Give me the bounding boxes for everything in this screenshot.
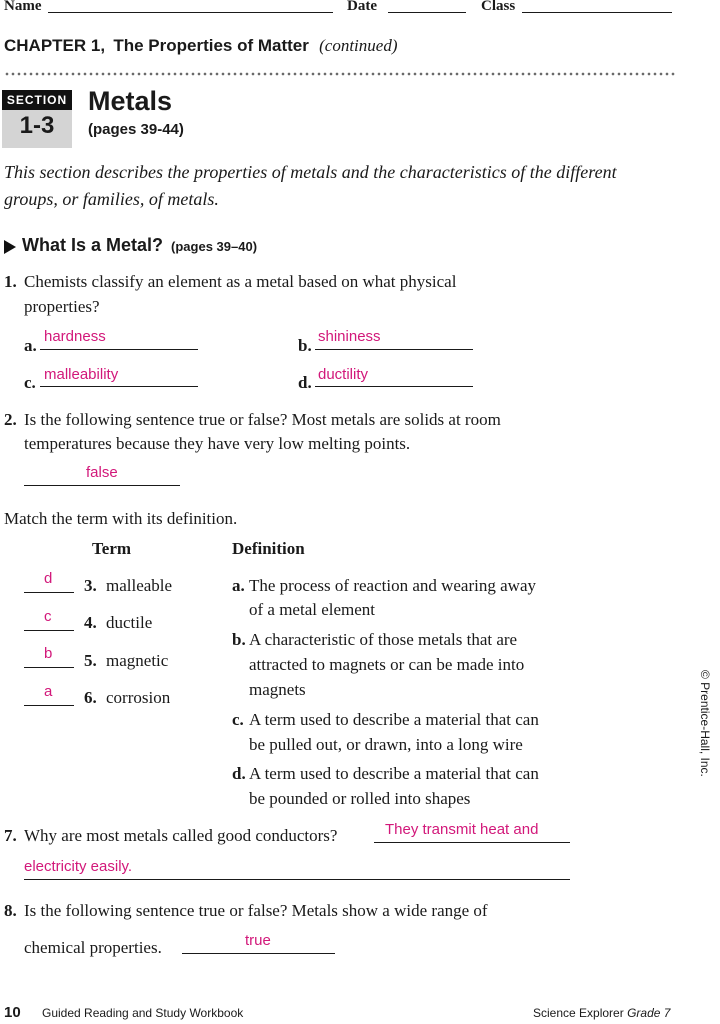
- section-pages: (pages 39-44): [88, 121, 184, 138]
- section-number: 1-3: [19, 112, 55, 139]
- term-answer[interactable]: d: [44, 570, 53, 587]
- chapter-heading: [4, 36, 397, 56]
- term-number: 4.: [84, 613, 97, 632]
- q1-a-answer[interactable]: hardness: [44, 328, 106, 345]
- q1-c-line: [40, 386, 198, 387]
- dotted-divider: [4, 72, 676, 76]
- q2-line-2: temperatures because they have very low melting points.: [24, 434, 411, 453]
- q7-answer-line-1[interactable]: They transmit heat and: [385, 821, 539, 838]
- term-answer[interactable]: a: [44, 683, 53, 700]
- intro-line-1: This section describes the properties of metals and the characteristics of the different: [4, 162, 617, 182]
- q2-answer[interactable]: false: [86, 464, 118, 481]
- definition-line: A term used to describe a material that can: [249, 764, 539, 783]
- q8-number: 8.: [4, 901, 17, 920]
- intro-line-2: groups, or families, of metals.: [4, 189, 219, 209]
- definition-letter: b.: [232, 630, 246, 649]
- term-answer-line: [24, 630, 74, 631]
- term-answer-line: [24, 667, 74, 668]
- section-tab-label: SECTION: [2, 90, 72, 110]
- q1-a-label: a.: [24, 336, 37, 355]
- definition-line: A term used to describe a material that can: [249, 710, 539, 729]
- subhead-pages: (pages 39–40): [171, 239, 258, 254]
- definition-line: of a metal element: [249, 600, 376, 619]
- q1-line-1: Chemists classify an element as a metal based on what physical: [24, 272, 457, 291]
- term-answer-line: [24, 705, 74, 706]
- q1-a-line: [40, 349, 198, 350]
- page-number: 10: [4, 1004, 21, 1021]
- q2-line-1: Is the following sentence true or false? Most metals are solids at room: [24, 410, 501, 429]
- name-label: Name: [4, 0, 42, 14]
- term-header: Term: [92, 539, 132, 558]
- q7-line-1: [374, 842, 570, 843]
- name-line[interactable]: [48, 12, 333, 13]
- term-answer[interactable]: c: [44, 608, 52, 625]
- date-line[interactable]: [388, 12, 466, 13]
- q1-b-label: b.: [298, 336, 312, 355]
- q1-c-label: c.: [24, 373, 36, 392]
- chapter-label: CHAPTER 1,: [4, 36, 106, 55]
- q1-b-answer[interactable]: shininess: [318, 328, 381, 345]
- definition-line: be pounded or rolled into shapes: [249, 789, 471, 808]
- q1-d-answer[interactable]: ductility: [318, 366, 369, 383]
- workbook-title: Guided Reading and Study Workbook: [42, 1006, 244, 1020]
- series-title: [533, 1006, 670, 1020]
- series-name: Science Explorer: [533, 1006, 624, 1020]
- term-number: 6.: [84, 688, 97, 707]
- definition-line: magnets: [249, 680, 306, 699]
- subhead-title: What Is a Metal?: [22, 235, 164, 255]
- term-number: 3.: [84, 576, 97, 595]
- definition-line: attracted to magnets or can be made into: [249, 655, 525, 674]
- q8-line-2: chemical properties.: [24, 938, 162, 957]
- q1-d-label: d.: [298, 373, 312, 392]
- copyright-notice: © Prentice-Hall, Inc.: [698, 670, 712, 777]
- section-badge: [2, 90, 72, 148]
- definition-letter: a.: [232, 576, 245, 595]
- term-answer-line: [24, 592, 74, 593]
- term-text: malleable: [106, 576, 173, 595]
- q7-answer-line-2[interactable]: electricity easily.: [24, 858, 133, 875]
- triangle-bullet-icon: [4, 240, 16, 254]
- definition-header: Definition: [232, 539, 305, 558]
- q1-c-answer[interactable]: malleability: [44, 366, 119, 383]
- q1-line-2: properties?: [24, 297, 100, 316]
- term-number: 5.: [84, 651, 97, 670]
- class-label: Class: [481, 0, 516, 14]
- q1-b-line: [315, 349, 473, 350]
- chapter-continued: (continued): [319, 36, 398, 55]
- subhead: [22, 235, 257, 256]
- q7-question: Why are most metals called good conductors?: [24, 826, 338, 845]
- grade-label: Grade 7: [627, 1006, 671, 1020]
- class-line[interactable]: [522, 12, 672, 13]
- term-answer[interactable]: b: [44, 645, 53, 662]
- term-text: magnetic: [106, 651, 169, 670]
- definition-line: A characteristic of those metals that are: [249, 630, 518, 649]
- q7-line-2: [24, 879, 570, 880]
- q1-number: 1.: [4, 272, 17, 291]
- date-label: Date: [347, 0, 377, 14]
- term-text: corrosion: [106, 688, 171, 707]
- q7-number: 7.: [4, 826, 17, 845]
- definition-line: be pulled out, or drawn, into a long wire: [249, 735, 523, 754]
- term-text: ductile: [106, 613, 153, 632]
- q2-line: [24, 485, 180, 486]
- q1-d-line: [315, 386, 473, 387]
- q8-line-1: Is the following sentence true or false? Metals show a wide range of: [24, 901, 488, 920]
- match-instruction: Match the term with its definition.: [4, 509, 238, 528]
- definition-letter: d.: [232, 764, 246, 783]
- q8-line: [182, 953, 335, 954]
- definition-line: The process of reaction and wearing away: [249, 576, 536, 595]
- q8-answer[interactable]: true: [245, 932, 271, 949]
- chapter-title: The Properties of Matter: [113, 36, 309, 55]
- section-title: Metals: [88, 86, 173, 116]
- definition-letter: c.: [232, 710, 244, 729]
- q2-number: 2.: [4, 410, 17, 429]
